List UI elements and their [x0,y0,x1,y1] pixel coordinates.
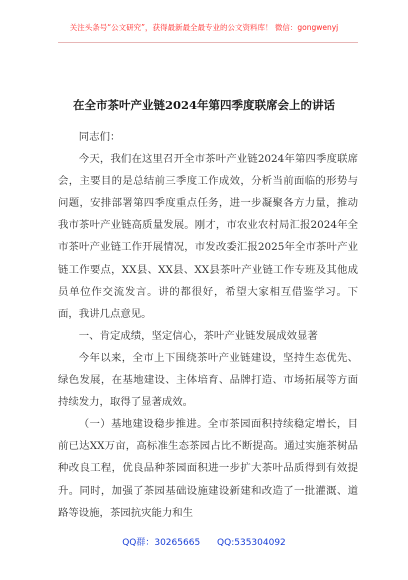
footer-contact [0,535,408,548]
footer-qq-group: QQ群：30265665 [122,538,201,548]
document-body [58,126,358,524]
salutation: 同志们： [78,131,121,143]
paragraph-achievements: 今年以来，全市上下围绕茶叶产业链建设，坚持生态优先、绿色发展，在基地建设、主体培育、品牌打造、市场拓展等方面持续发力，取得了显著成效。 [58,351,358,409]
section-heading-1: 一、肯定成绩，坚定信心，茶叶产业链发展成效显著 [78,329,318,342]
top-banner: 关注头条号“公文研究”，获得最新最全最专业的公文资料库！ 微信：gongwenyj [69,23,339,32]
document-title: 在全市茶叶产业链2024年第四季度联席会上的讲话 [72,98,335,112]
header-divider [58,42,358,43]
paragraph-base-construction: （一）基地建设稳步推进。全市茶园面积持续稳定增长，目前已达XX万亩，高标准生态茶园占比不断提高。通过实施茶树品种改良工程，优良品种茶园面积进一步扩大茶叶品质得到有效提升。同时，加强了茶园基础设施建设新建和改造了一批灌溉、道路等设施，茶园抗灾能力和生 [58,418,358,519]
paragraph-intro: 今天，我们在这里召开全市茶叶产业链2024年第四季度联席会，主要目的是总结前三季度工作成效，分析当前面临的形势与问题，安排部署第四季度重点任务，进一步凝聚各方力量，推动我市茶叶产业链高质量发展。刚才，市农业农村局汇报2024年全市茶叶产业链工作开展情况，市发改委汇报2025年全市茶叶产业链工作要点，XX县、XX县、XX县茶叶产业链工作专班及其他成员单位作交流发言。讲的都很好，希望大家相互借鉴学习。下面，我讲几点意见。 [58,153,358,320]
footer-qq: QQ:535304092 [217,538,286,548]
